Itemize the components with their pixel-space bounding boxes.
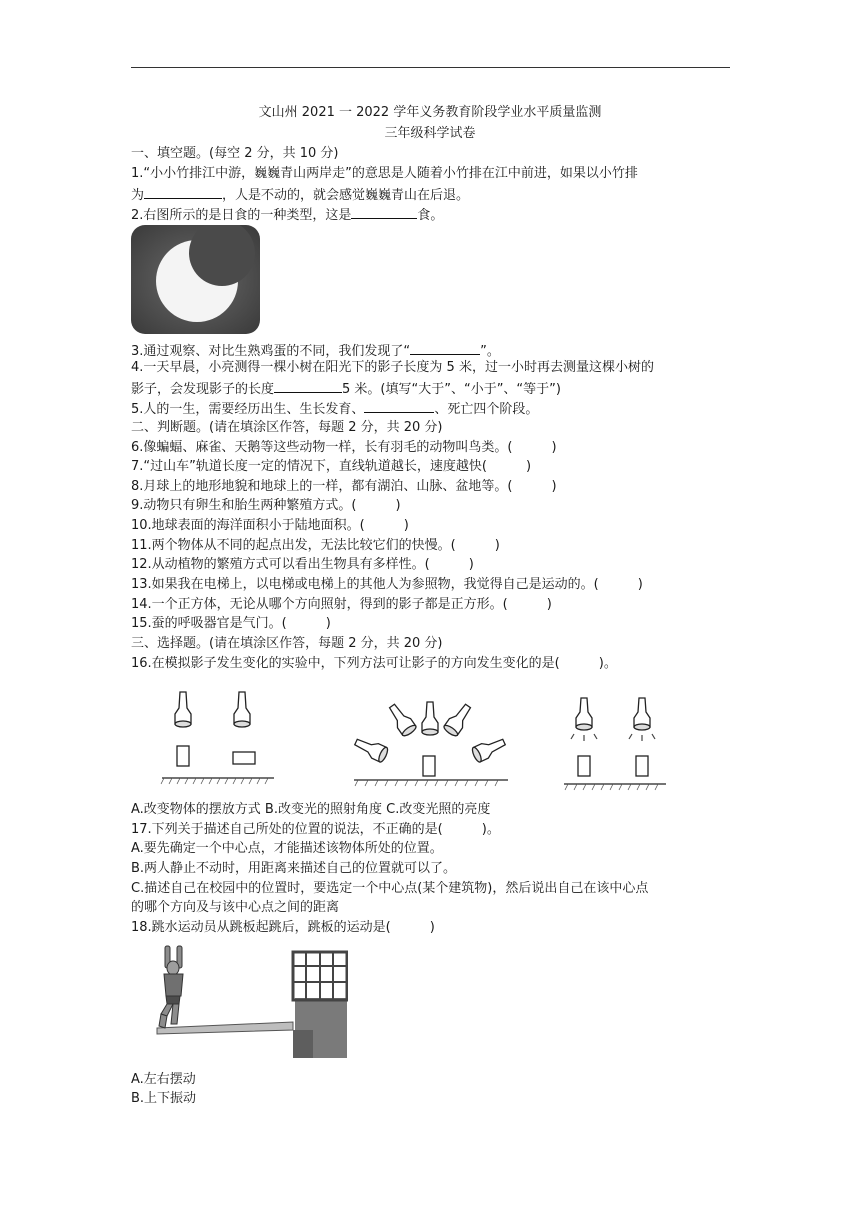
q1-answer-blank[interactable] <box>144 185 222 199</box>
q1-text-a: 为 <box>131 188 145 203</box>
q3-text-b: ”。 <box>480 344 500 359</box>
q4-line2 <box>131 379 561 399</box>
judge-item-7: 7.“过山车”轨道长度一定的情况下，直线轨道越长，速度越快( ) <box>131 459 532 474</box>
q17-option-c-line2: 的哪个方向及与该中心点之间的距离 <box>131 900 340 915</box>
diver-springboard-image <box>143 944 348 1060</box>
section1-heading: 一、填空题。(每空 2 分，共 10 分) <box>131 146 339 161</box>
q4-answer-blank[interactable] <box>274 379 342 393</box>
q17-option-b: B.两人静止不动时，用距离来描述自己的位置就可以了。 <box>131 861 457 876</box>
judge-item-8: 8.月球上的地形地貌和地球上的一样，都有湖泊、山脉、盆地等。( ) <box>131 479 557 494</box>
judge-item-6: 6.像蝙蝠、麻雀、天鹅等这些动物一样，长有羽毛的动物叫鸟类。( ) <box>131 440 557 455</box>
q16-figure-a <box>160 684 276 792</box>
q4-line1: 4.一天早晨，小亮测得一棵小树在阳光下的影子长度为 5 米，过一小时再去测量这棵小树的 <box>131 360 654 375</box>
q4-text-a: 影子，会发现影子的长度 <box>131 382 275 397</box>
judge-item-11: 11.两个物体从不同的起点出发，无法比较它们的快慢。( ) <box>131 538 500 553</box>
q2-line <box>131 205 443 225</box>
q2-text-b: 食。 <box>417 208 444 223</box>
top-rule <box>131 67 730 68</box>
q16-figure-b <box>352 692 510 792</box>
q16-figure-c <box>562 694 668 794</box>
q5-line <box>131 399 538 419</box>
judge-item-9: 9.动物只有卵生和胎生两种繁殖方式。( ) <box>131 498 401 513</box>
q3-answer-blank[interactable] <box>410 341 480 355</box>
section3-heading: 三、选择题。(请在填涂区作答，每题 2 分，共 20 分) <box>131 636 443 651</box>
judge-item-13: 13.如果我在电梯上，以电梯或电梯上的其他人为参照物，我觉得自己是运动的。( ) <box>131 577 643 592</box>
judge-item-15: 15.蚕的呼吸器官是气门。( ) <box>131 616 331 631</box>
q16-stem: 16.在模拟影子发生变化的实验中，下列方法可让影子的方向发生变化的是( )。 <box>131 656 617 671</box>
q17-stem: 17.下列关于描述自己所处的位置的说法，不正确的是( )。 <box>131 822 500 837</box>
q1-line1: 1.“小小竹排江中游，巍巍青山两岸走”的意思是人随着小竹排在江中前进，如果以小竹排 <box>131 166 638 181</box>
q2-answer-blank[interactable] <box>351 205 417 219</box>
q3-text-a: 3.通过观察、对比生熟鸡蛋的不同，我们发现了“ <box>131 344 411 359</box>
q18-option-a: A.左右摆动 <box>131 1072 196 1087</box>
exam-subtitle: 三年级科学试卷 <box>384 126 476 141</box>
q2-text-a: 2.右图所示的是日食的一种类型，这是 <box>131 208 352 223</box>
q4-text-b: 5 米。(填写“大于”、“小于”、“等于”) <box>342 382 561 397</box>
judge-item-10: 10.地球表面的海洋面积小于陆地面积。( ) <box>131 518 409 533</box>
q17-option-a: A.要先确定一个中心点，才能描述该物体所处的位置。 <box>131 841 443 856</box>
q5-text-a: 5.人的一生，需要经历出生、生长发育、 <box>131 402 365 417</box>
section2-heading: 二、判断题。(请在填涂区作答，每题 2 分，共 20 分) <box>131 420 443 435</box>
q18-option-b: B.上下振动 <box>131 1091 197 1106</box>
q5-answer-blank[interactable] <box>364 399 434 413</box>
judge-item-14: 14.一个正方体，无论从哪个方向照射，得到的影子都是正方形。( ) <box>131 597 552 612</box>
q17-option-c-line1: C.描述自己在校园中的位置时，要选定一个中心点(某个建筑物)，然后说出自己在该中心点 <box>131 881 649 896</box>
q18-stem: 18.跳水运动员从跳板起跳后，跳板的运动是( ) <box>131 920 435 935</box>
q3-line <box>131 341 500 361</box>
q5-text-b: 、死亡四个阶段。 <box>434 402 539 417</box>
q1-text-b: ，人是不动的，就会感觉巍巍青山在后退。 <box>222 188 470 203</box>
exam-title: 文山州 2021 一 2022 学年义务教育阶段学业水平质量监测 <box>258 105 602 120</box>
q16-options: A.改变物体的摆放方式 B.改变光的照射角度 C.改变光照的亮度 <box>131 802 491 817</box>
judge-item-12: 12.从动植物的繁殖方式可以看出生物具有多样性。( ) <box>131 557 474 572</box>
solar-eclipse-image <box>131 225 260 334</box>
q1-line2 <box>131 185 469 205</box>
